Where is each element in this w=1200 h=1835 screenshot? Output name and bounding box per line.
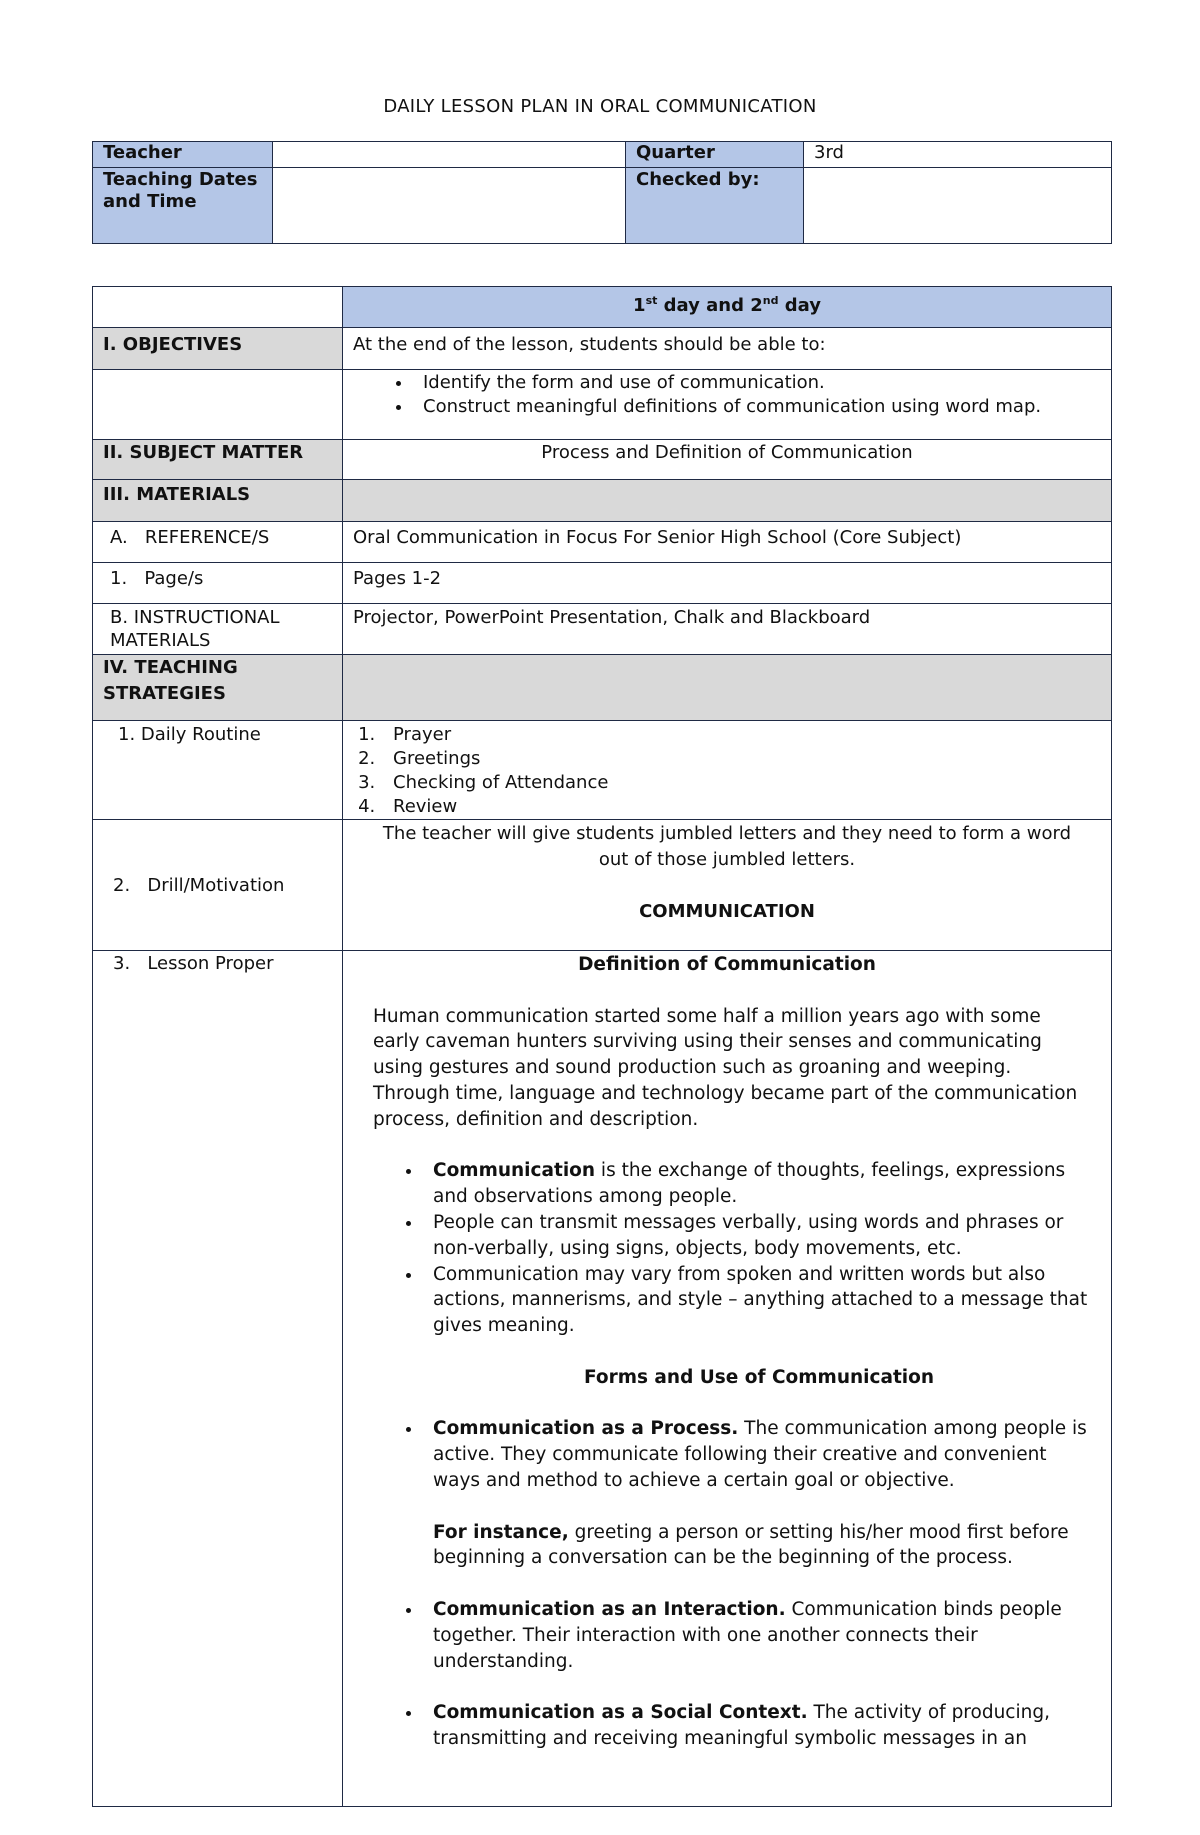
for-instance-term: For instance, xyxy=(433,1521,569,1543)
routine-item: 2. Greetings xyxy=(381,747,1101,771)
lesson-proper-cell xyxy=(343,951,1112,1807)
form-interaction-term: Communication as an Interaction. xyxy=(433,1598,786,1620)
intro-paragraph: Human communication started some half a million years ago with some early caveman hunters surviving using their senses and communicating using gestures and sound production such as groaning and weeping. Through time, language and technology became part of the communication process, definition and description. xyxy=(373,1005,1078,1130)
lesson-content xyxy=(353,952,1101,1752)
materials-blank-cell xyxy=(343,480,1112,522)
routine-item: 1. Prayer xyxy=(381,723,1101,747)
objectives-label: I. OBJECTIVES xyxy=(93,328,343,370)
for-instance-text: greeting a person or setting his/her mood first before beginning a conversation can be the beginning of the process. xyxy=(433,1521,1069,1569)
day-last: day xyxy=(778,295,821,316)
checked-by-label: Checked by: xyxy=(626,168,804,244)
definition-list xyxy=(363,1158,1091,1339)
form-social-text: The activity of producing, transmitting and receiving meaningful symbolic messages in an xyxy=(433,1702,1050,1749)
teacher-label: Teacher xyxy=(93,142,273,168)
form-bullet xyxy=(423,1700,1091,1752)
definition-bullet xyxy=(423,1158,1091,1210)
page-title: DAILY LESSON PLAN IN ORAL COMMUNICATION xyxy=(383,96,817,117)
day-second-sup: nd xyxy=(762,294,779,307)
routine-item: 3. Checking of Attendance xyxy=(381,771,1101,795)
form-social-term: Communication as a Social Context. xyxy=(433,1702,808,1724)
objectives-blank-cell xyxy=(93,370,343,440)
day-header xyxy=(343,287,1112,328)
objective-item: • Identify the form and use of communication. xyxy=(413,371,1111,395)
form-bullet xyxy=(423,1416,1091,1597)
corner-cell xyxy=(93,287,343,328)
teaching-dates-value xyxy=(273,168,626,244)
subject-matter-value: Process and Definition of Communication xyxy=(343,440,1112,480)
objectives-list-cell xyxy=(343,370,1112,440)
pages-label: 1. Page/s xyxy=(93,563,343,604)
instructional-materials-value: Projector, PowerPoint Presentation, Chalk and Blackboard xyxy=(343,604,1112,655)
teacher-value xyxy=(273,142,626,168)
daily-routine-cell xyxy=(343,721,1112,820)
drill-motivation-cell xyxy=(343,820,1112,951)
quarter-label: Quarter xyxy=(626,142,804,168)
routine-item: 4. Review xyxy=(381,795,1101,819)
forms-list xyxy=(363,1416,1091,1751)
form-process-text: The communication among people is active. They communicate following their creative and convenient ways and method to achieve a certain goal or objective. xyxy=(433,1418,1087,1491)
instructional-materials-label: B. INSTRUCTIONAL MATERIALS xyxy=(93,604,343,655)
teaching-dates-label: Teaching Dates and Time xyxy=(93,168,273,244)
forms-heading: Forms and Use of Communication xyxy=(583,1366,935,1388)
definition-term: Communication xyxy=(433,1160,596,1182)
day-first-ordinal: 1 xyxy=(633,295,646,316)
subject-matter-label: II. SUBJECT MATTER xyxy=(93,440,343,480)
definition-text: is the exchange of thoughts, feelings, expressions and observations among people. xyxy=(433,1160,1066,1208)
materials-label: III. MATERIALS xyxy=(93,480,343,522)
checked-by-value xyxy=(804,168,1112,244)
definition-bullet: • People can transmit messages verbally, using words and phrases or non-verbally, using signs, objects, body movements, etc. xyxy=(423,1210,1091,1262)
teaching-strategies-blank-cell xyxy=(343,655,1112,721)
drill-word: COMMUNICATION xyxy=(639,901,815,922)
lesson-proper-label: 3. Lesson Proper xyxy=(93,951,343,1807)
definition-heading: Definition of Communication xyxy=(578,954,876,975)
day-middle: day and 2 xyxy=(657,295,763,316)
objectives-list xyxy=(343,371,1111,418)
lesson-plan-table xyxy=(92,286,1112,1807)
reference-label: A. REFERENCE/S xyxy=(93,522,343,563)
pages-value: Pages 1-2 xyxy=(343,563,1112,604)
reference-value: Oral Communication in Focus For Senior High School (Core Subject) xyxy=(343,522,1112,563)
form-process-term: Communication as a Process. xyxy=(433,1418,739,1440)
objectives-intro: At the end of the lesson, students should be able to: xyxy=(343,328,1112,370)
objective-item: • Construct meaningful definitions of communication using word map. xyxy=(413,395,1111,419)
teaching-strategies-label: IV. TEACHING STRATEGIES xyxy=(93,655,343,721)
header-info-table xyxy=(92,141,1112,244)
definition-bullet: • Communication may vary from spoken and written words but also actions, mannerisms, and style – anything attached to a message that gives meaning. xyxy=(423,1262,1091,1339)
day-first-sup: st xyxy=(645,294,658,307)
for-instance-paragraph xyxy=(433,1520,1091,1572)
form-bullet xyxy=(423,1597,1091,1700)
daily-routine-list xyxy=(353,723,1101,819)
quarter-value: 3rd xyxy=(804,142,1112,168)
drill-instructions: The teacher will give students jumbled letters and they need to form a word out of those jumbled letters. xyxy=(382,823,1072,870)
daily-routine-label: 1. Daily Routine xyxy=(93,721,343,820)
form-interaction-text: Communication binds people together. Their interaction with one another connects their understanding. xyxy=(433,1598,1062,1672)
drill-motivation-label: 2. Drill/Motivation xyxy=(93,820,343,951)
